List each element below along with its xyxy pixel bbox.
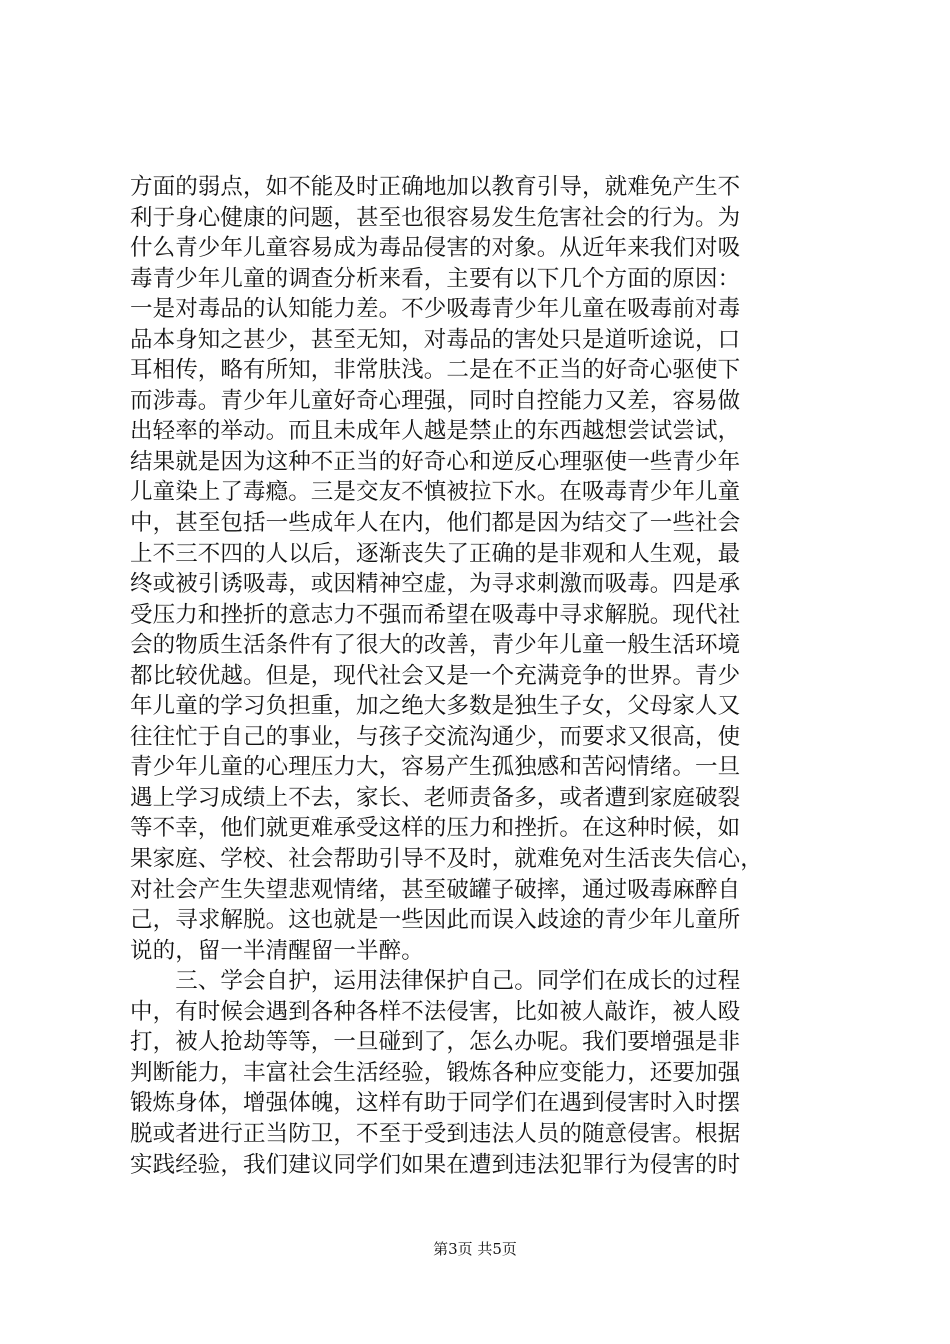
text-line: 而涉毒。青少年儿童好奇心理强，同时自控能力又差，容易做: [130, 387, 741, 414]
text-line: 耳相传，略有所知，非常肤浅。二是在不正当的好奇心驱使下: [130, 357, 741, 384]
text-line: 受压力和挫折的意志力不强而希望在吸毒中寻求解脱。现代社: [130, 601, 741, 628]
text-line: 己，寻求解脱。这也就是一些因此而误入歧途的青少年儿童所: [130, 907, 741, 934]
text-line: 都比较优越。但是，现代社会又是一个充满竞争的世界。青少: [130, 662, 741, 689]
text-line: 青少年儿童的心理压力大，容易产生孤独感和苦闷情绪。一旦: [130, 754, 741, 781]
text-line: 往往忙于自己的事业，与孩子交流沟通少，而要求又很高，使: [130, 723, 741, 750]
text-line: 儿童染上了毒瘾。三是交友不慎被拉下水。在吸毒青少年儿童: [130, 479, 741, 506]
text-line: 什么青少年儿童容易成为毒品侵害的对象。从近年来我们对吸: [130, 235, 741, 262]
page-number-footer: 第3页 共5页: [433, 1240, 517, 1258]
text-line: 一是对毒品的认知能力差。不少吸毒青少年儿童在吸毒前对毒: [130, 296, 741, 323]
text-line: 判断能力，丰富社会生活经验，锻炼各种应变能力，还要加强: [130, 1059, 741, 1086]
text-line: 实践经验，我们建议同学们如果在遭到违法犯罪行为侵害的时: [130, 1151, 741, 1178]
text-line: 终或被引诱吸毒，或因精神空虚，为寻求刺激而吸毒。四是承: [130, 571, 741, 598]
text-line: 果家庭、学校、社会帮助引导不及时，就难免对生活丧失信心，: [130, 846, 763, 873]
text-line: 会的物质生活条件有了很大的改善，青少年儿童一般生活环境: [130, 632, 741, 659]
text-line: 中，甚至包括一些成年人在内，他们都是因为结交了一些社会: [130, 510, 741, 537]
text-line: 上不三不四的人以后，逐渐丧失了正确的是非观和人生观，最: [130, 540, 741, 567]
text-line: 等不幸，他们就更难承受这样的压力和挫折。在这种时候，如: [130, 815, 741, 842]
text-line: 年儿童的学习负担重，加之绝大多数是独生子女，父母家人又: [130, 693, 741, 720]
text-line: 毒青少年儿童的调查分析来看，主要有以下几个方面的原因：: [130, 265, 741, 292]
text-line: 出轻率的举动。而且未成年人越是禁止的东西越想尝试尝试，: [130, 418, 741, 445]
text-line: 对社会产生失望悲观情绪，甚至破罐子破摔，通过吸毒麻醉自: [130, 876, 741, 903]
text-line: 说的，留一半清醒留一半醉。: [130, 937, 424, 964]
text-line: 利于身心健康的问题，甚至也很容易发生危害社会的行为。为: [130, 204, 741, 231]
text-line: 方面的弱点，如不能及时正确地加以教育引导，就难免产生不: [130, 174, 741, 200]
text-line: 品本身知之甚少，甚至无知，对毒品的害处只是道听途说，口: [130, 326, 741, 353]
text-line: 中，有时候会遇到各种各样不法侵害，比如被人敲诈，被人殴: [130, 998, 741, 1025]
body-text: [130, 172, 830, 1180]
text-line: 锻炼身体，增强体魄，这样有助于同学们在遇到侵害时入时摆: [130, 1090, 741, 1117]
text-line: 打，被人抢劫等等，一旦碰到了，怎么办呢。我们要增强是非: [130, 1029, 741, 1056]
section-heading-line: 三、学会自护，运用法律保护自己。同学们在成长的过程: [130, 968, 741, 995]
text-line: 结果就是因为这种不正当的好奇心和逆反心理驱使一些青少年: [130, 448, 741, 475]
text-line: 遇上学习成绩上不去，家长、老师责备多，或者遭到家庭破裂: [130, 784, 741, 811]
text-line: 脱或者进行正当防卫，不至于受到违法人员的随意侵害。根据: [130, 1120, 741, 1147]
